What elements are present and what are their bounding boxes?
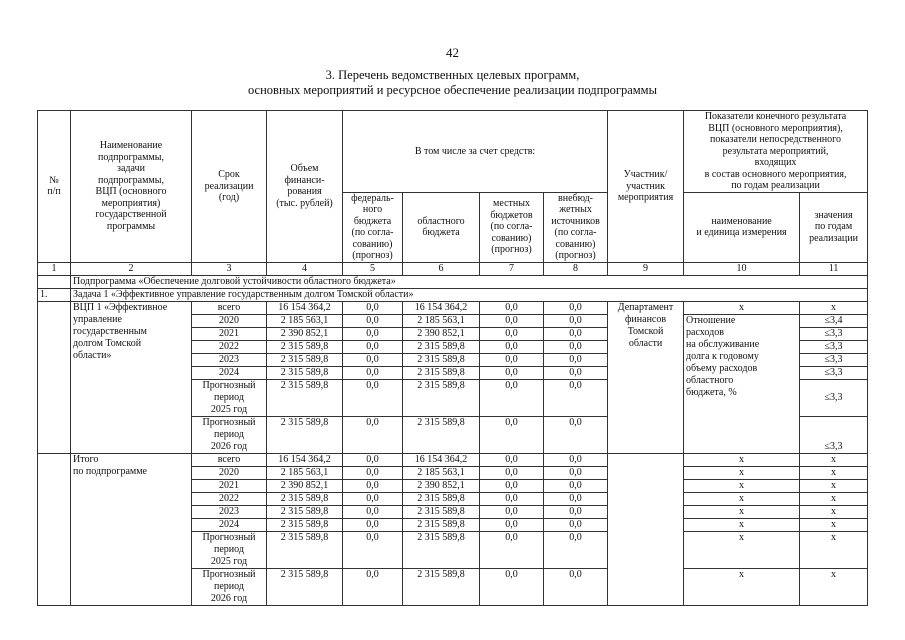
indicator-name-cell: х bbox=[684, 492, 800, 505]
term-cell: 2021 bbox=[192, 327, 267, 340]
col-number: 10 bbox=[684, 262, 800, 275]
regional-cell: 2 315 589,8 bbox=[403, 568, 480, 605]
indicator-value-cell: ≤3,3 bbox=[800, 416, 868, 453]
federal-cell: 0,0 bbox=[343, 353, 403, 366]
federal-cell: 0,0 bbox=[343, 466, 403, 479]
col-number: 5 bbox=[343, 262, 403, 275]
col-number: 9 bbox=[608, 262, 684, 275]
col-number: 11 bbox=[800, 262, 868, 275]
col-number: 1 bbox=[38, 262, 71, 275]
local-cell: 0,0 bbox=[480, 492, 544, 505]
local-cell: 0,0 bbox=[480, 314, 544, 327]
indicator-name-cell: х bbox=[684, 301, 800, 314]
federal-cell: 0,0 bbox=[343, 505, 403, 518]
header-name: Наименование подпрограммы, задачи подпрограммы, ВЦП (основного мероприятия) государственной программы bbox=[71, 111, 192, 263]
subprogram-row bbox=[38, 275, 868, 288]
table-row bbox=[38, 301, 868, 314]
vcp-name: ВЦП 1 «Эффективное управление государственным долгом Томской области» bbox=[71, 301, 192, 453]
local-cell: 0,0 bbox=[480, 466, 544, 479]
term-cell: 2021 bbox=[192, 479, 267, 492]
col-number: 7 bbox=[480, 262, 544, 275]
federal-cell: 0,0 bbox=[343, 531, 403, 568]
col-number: 4 bbox=[267, 262, 343, 275]
local-cell: 0,0 bbox=[480, 366, 544, 379]
header-num: № п/п bbox=[38, 111, 71, 263]
indicator-name-cell: х bbox=[684, 466, 800, 479]
federal-cell: 0,0 bbox=[343, 301, 403, 314]
subprogram-title: Подпрограмма «Обеспечение долговой устойчивости областного бюджета» bbox=[71, 275, 868, 288]
offbudget-cell: 0,0 bbox=[544, 479, 608, 492]
federal-cell: 0,0 bbox=[343, 340, 403, 353]
volume-cell: 2 315 589,8 bbox=[267, 366, 343, 379]
indicator-value-cell: ≤3,4 bbox=[800, 314, 868, 327]
column-numbers-row bbox=[38, 262, 868, 275]
offbudget-cell: 0,0 bbox=[544, 492, 608, 505]
local-cell: 0,0 bbox=[480, 416, 544, 453]
volume-cell: 2 315 589,8 bbox=[267, 531, 343, 568]
task-row bbox=[38, 288, 868, 301]
indicator-name-cell: х bbox=[684, 505, 800, 518]
header-term: Срок реализации (год) bbox=[192, 111, 267, 263]
regional-cell: 2 315 589,8 bbox=[403, 366, 480, 379]
local-cell: 0,0 bbox=[480, 340, 544, 353]
term-cell: Прогнозный период 2026 год bbox=[192, 416, 267, 453]
regional-cell: 2 315 589,8 bbox=[403, 492, 480, 505]
local-cell: 0,0 bbox=[480, 479, 544, 492]
table-row bbox=[38, 453, 868, 466]
regional-cell: 2 315 589,8 bbox=[403, 353, 480, 366]
offbudget-cell: 0,0 bbox=[544, 531, 608, 568]
volume-cell: 2 185 563,1 bbox=[267, 314, 343, 327]
offbudget-cell: 0,0 bbox=[544, 314, 608, 327]
volume-cell: 2 390 852,1 bbox=[267, 327, 343, 340]
term-cell: 2024 bbox=[192, 366, 267, 379]
term-cell: 2022 bbox=[192, 492, 267, 505]
regional-cell: 2 315 589,8 bbox=[403, 505, 480, 518]
regional-cell: 16 154 364,2 bbox=[403, 301, 480, 314]
header-offbudget: внебюд- жетных источников (по согла- сованию) (прогноз) bbox=[544, 192, 608, 262]
header-volume: Объем финанси- рования (тыс. рублей) bbox=[267, 111, 343, 263]
header-federal: федераль- ного бюджета (по согла- сованию) (прогноз) bbox=[343, 192, 403, 262]
term-cell: 2024 bbox=[192, 518, 267, 531]
indicator-value-cell: х bbox=[800, 505, 868, 518]
indicator-value-cell: х bbox=[800, 568, 868, 605]
total-name: Итого по подпрограмме bbox=[71, 453, 192, 605]
volume-cell: 2 315 589,8 bbox=[267, 340, 343, 353]
term-cell: Прогнозный период 2025 год bbox=[192, 531, 267, 568]
volume-cell: 2 315 589,8 bbox=[267, 379, 343, 416]
volume-cell: 2 315 589,8 bbox=[267, 568, 343, 605]
header-indicator-values: значения по годам реализации bbox=[800, 192, 868, 262]
regional-cell: 2 315 589,8 bbox=[403, 416, 480, 453]
regional-cell: 2 390 852,1 bbox=[403, 327, 480, 340]
indicator-value-cell: х bbox=[800, 453, 868, 466]
term-cell: 2020 bbox=[192, 314, 267, 327]
task-title: Задача 1 «Эффективное управление государственным долгом Томской области» bbox=[71, 288, 868, 301]
term-cell: 2022 bbox=[192, 340, 267, 353]
task-number: 1. bbox=[38, 288, 71, 301]
indicator-value-cell: х bbox=[800, 466, 868, 479]
local-cell: 0,0 bbox=[480, 379, 544, 416]
term-cell: 2023 bbox=[192, 505, 267, 518]
volume-cell: 16 154 364,2 bbox=[267, 301, 343, 314]
regional-cell: 2 390 852,1 bbox=[403, 479, 480, 492]
term-cell: всего bbox=[192, 453, 267, 466]
federal-cell: 0,0 bbox=[343, 416, 403, 453]
volume-cell: 2 315 589,8 bbox=[267, 416, 343, 453]
indicator-value-cell: ≤3,3 bbox=[800, 353, 868, 366]
federal-cell: 0,0 bbox=[343, 366, 403, 379]
volume-cell: 2 185 563,1 bbox=[267, 466, 343, 479]
offbudget-cell: 0,0 bbox=[544, 518, 608, 531]
federal-cell: 0,0 bbox=[343, 379, 403, 416]
local-cell: 0,0 bbox=[480, 505, 544, 518]
offbudget-cell: 0,0 bbox=[544, 568, 608, 605]
empty-cell bbox=[608, 453, 684, 605]
empty-cell bbox=[38, 275, 71, 288]
federal-cell: 0,0 bbox=[343, 453, 403, 466]
offbudget-cell: 0,0 bbox=[544, 353, 608, 366]
indicator-value-cell: х bbox=[800, 492, 868, 505]
regional-cell: 2 315 589,8 bbox=[403, 518, 480, 531]
offbudget-cell: 0,0 bbox=[544, 340, 608, 353]
term-cell: 2020 bbox=[192, 466, 267, 479]
indicator-value-cell: ≤3,3 bbox=[800, 340, 868, 353]
indicator-name-cell: х bbox=[684, 479, 800, 492]
local-cell: 0,0 bbox=[480, 453, 544, 466]
regional-cell: 2 315 589,8 bbox=[403, 531, 480, 568]
regional-cell: 2 315 589,8 bbox=[403, 340, 480, 353]
document-title bbox=[0, 68, 905, 98]
federal-cell: 0,0 bbox=[343, 327, 403, 340]
indicator-name-cell: х bbox=[684, 453, 800, 466]
indicator-description: Отношение расходов на обслуживание долга к годовому объему расходов областного бюджета, % bbox=[684, 314, 800, 453]
participant-cell: Департамент финансов Томской области bbox=[608, 301, 684, 453]
federal-cell: 0,0 bbox=[343, 492, 403, 505]
indicator-value-cell: ≤3,3 bbox=[800, 366, 868, 379]
title-line-2: основных мероприятий и ресурсное обеспечение реализации подпрограммы bbox=[248, 83, 657, 97]
indicator-value-cell: х bbox=[800, 531, 868, 568]
offbudget-cell: 0,0 bbox=[544, 453, 608, 466]
local-cell: 0,0 bbox=[480, 568, 544, 605]
local-cell: 0,0 bbox=[480, 518, 544, 531]
term-cell: Прогнозный период 2025 год bbox=[192, 379, 267, 416]
empty-cell bbox=[38, 453, 71, 605]
local-cell: 0,0 bbox=[480, 353, 544, 366]
federal-cell: 0,0 bbox=[343, 568, 403, 605]
indicator-name-cell: х bbox=[684, 518, 800, 531]
col-number: 2 bbox=[71, 262, 192, 275]
volume-cell: 2 315 589,8 bbox=[267, 505, 343, 518]
local-cell: 0,0 bbox=[480, 301, 544, 314]
local-cell: 0,0 bbox=[480, 531, 544, 568]
indicator-value-cell: х bbox=[800, 301, 868, 314]
col-number: 8 bbox=[544, 262, 608, 275]
indicator-value-cell: ≤3,3 bbox=[800, 327, 868, 340]
volume-cell: 2 315 589,8 bbox=[267, 492, 343, 505]
regional-cell: 2 185 563,1 bbox=[403, 314, 480, 327]
offbudget-cell: 0,0 bbox=[544, 301, 608, 314]
indicator-value-cell: х bbox=[800, 479, 868, 492]
indicator-name-cell: х bbox=[684, 531, 800, 568]
offbudget-cell: 0,0 bbox=[544, 466, 608, 479]
header-regional: областного бюджета bbox=[403, 192, 480, 262]
volume-cell: 2 390 852,1 bbox=[267, 479, 343, 492]
federal-cell: 0,0 bbox=[343, 479, 403, 492]
offbudget-cell: 0,0 bbox=[544, 379, 608, 416]
offbudget-cell: 0,0 bbox=[544, 366, 608, 379]
header-including: В том числе за счет средств: bbox=[343, 111, 608, 193]
header-indicators: Показатели конечного результата ВЦП (основного мероприятия), показатели непосредственного результата мероприятий, входящих в состав основного мероприятия, по годам реализации bbox=[684, 111, 868, 193]
header-local: местных бюджетов (по согла- сованию) (прогноз) bbox=[480, 192, 544, 262]
page-number: 42 bbox=[446, 45, 459, 60]
header-participant: Участник/ участник мероприятия bbox=[608, 111, 684, 263]
volume-cell: 2 315 589,8 bbox=[267, 353, 343, 366]
regional-cell: 2 185 563,1 bbox=[403, 466, 480, 479]
volume-cell: 16 154 364,2 bbox=[267, 453, 343, 466]
indicator-value-cell: х bbox=[800, 518, 868, 531]
term-cell: Прогнозный период 2026 год bbox=[192, 568, 267, 605]
term-cell: всего bbox=[192, 301, 267, 314]
regional-cell: 16 154 364,2 bbox=[403, 453, 480, 466]
offbudget-cell: 0,0 bbox=[544, 505, 608, 518]
col-number: 6 bbox=[403, 262, 480, 275]
offbudget-cell: 0,0 bbox=[544, 327, 608, 340]
header-indicator-name: наименование и единица измерения bbox=[684, 192, 800, 262]
col-number: 3 bbox=[192, 262, 267, 275]
indicator-name-cell: х bbox=[684, 568, 800, 605]
federal-cell: 0,0 bbox=[343, 518, 403, 531]
title-line-1: 3. Перечень ведомственных целевых программ, bbox=[325, 68, 580, 82]
empty-cell bbox=[38, 301, 71, 453]
federal-cell: 0,0 bbox=[343, 314, 403, 327]
regional-cell: 2 315 589,8 bbox=[403, 379, 480, 416]
programs-table bbox=[37, 110, 868, 606]
term-cell: 2023 bbox=[192, 353, 267, 366]
indicator-value-cell: ≤3,3 bbox=[800, 379, 868, 416]
offbudget-cell: 0,0 bbox=[544, 416, 608, 453]
local-cell: 0,0 bbox=[480, 327, 544, 340]
volume-cell: 2 315 589,8 bbox=[267, 518, 343, 531]
